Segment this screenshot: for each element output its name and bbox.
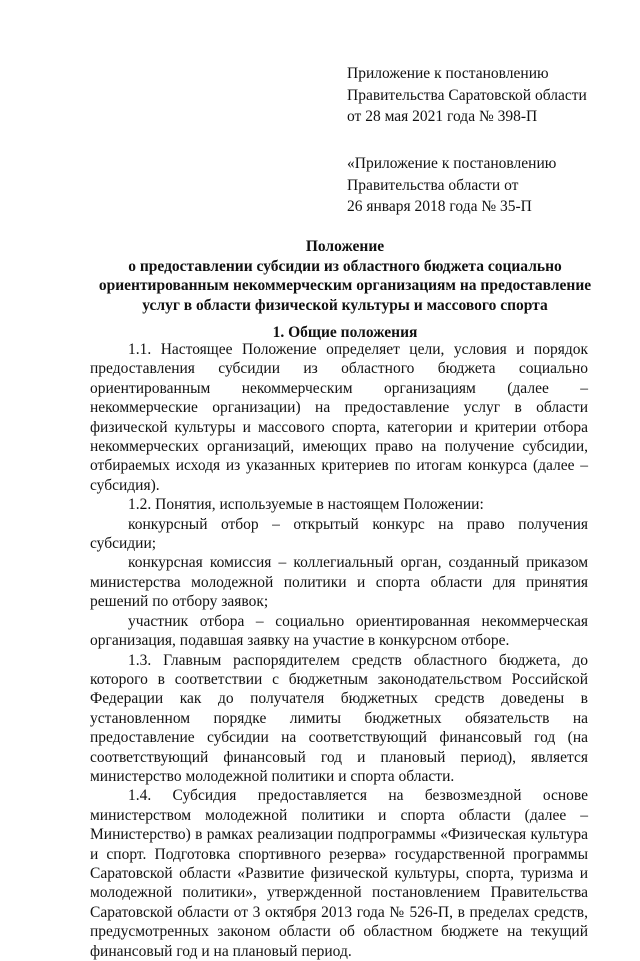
title-line-3: ориентированным некоммерческим организациям на предоставление	[98, 277, 592, 295]
approval-line-1: Приложение к постановлению	[347, 65, 549, 82]
section-heading: 1. Общие положения	[272, 324, 418, 341]
appendix-line-1: «Приложение к постановлению	[347, 155, 557, 172]
definition-competitive-selection: конкурсный отбор – открытый конкурс на право получения субсидии;	[90, 515, 588, 553]
approval-line-2: Правительства Саратовской области	[347, 86, 587, 104]
appendix-line-3: 26 января 2018 года № 35-П	[347, 198, 532, 215]
document-body	[90, 340, 588, 961]
title-line-1: Положение	[305, 238, 385, 255]
title-line-2: о предоставлении субсидии из областного бюджета социально	[128, 257, 562, 275]
paragraph-1-2: 1.2. Понятия, используемые в настоящем Положении:	[128, 496, 484, 514]
document-title	[90, 237, 600, 315]
appendix-line-2: Правительства области от	[347, 176, 519, 194]
paragraph-1-1: 1.1. Настоящее Положение определяет цели, условия и порядок предоставления субсидии из областного бюджета социально ориентированным некоммерческим организациям (далее – некоммерческие организации) на предоставление услуг в области физической культуры и массового спорта, категории и критерии отбора некоммерческих организаций, имеющих право на получение субсидии, отбираемых исходя из указанных критериев по итогам конкурса (далее – субсидия).	[90, 341, 588, 494]
definition-selection-participant: участник отбора – социально ориентированная некоммерческая организация, подавшая заявку на участие в конкурсном отборе.	[90, 612, 588, 650]
approval-line-3: от 28 мая 2021 года № 398-П	[347, 108, 538, 125]
definition-competition-commission: конкурсная комиссия – коллегиальный орган, созданный приказом министерства молодежной политики и спорта области для принятия решений по отбору заявок;	[90, 554, 588, 611]
appendix-reference	[347, 153, 627, 218]
paragraph-1-4: 1.4. Субсидия предоставляется на безвозмездной основе министерством молодежной политики и спорта области (далее – Министерство) в рамках реализации подпрограммы «Физическая культура и спорт. Подготовка спортивного резерва» государственной программы Саратовской области «Развитие физической культуры, спорта, туризма и молодежной политики», утвержденной постановлением Правительства Саратовской области от 3 октября 2013 года № 526-П, в пределах средств, предусмотренных законом области об областном бюджете на текущий финансовый год и на плановый период.	[90, 787, 588, 960]
title-line-4: услуг в области физической культуры и массового спорта	[142, 296, 548, 314]
approval-reference	[347, 63, 627, 128]
paragraph-1-3: 1.3. Главным распорядителем средств областного бюджета, до которого в соответствии с бюджетным законодательством Российской Федерации как до получателя бюджетных средств доведены в установленном порядке лимиты бюджетных обязательств на предоставление субсидии на соответствующий финансовый год (на соответствующий финансовый год и плановый период), является министерство молодежной политики и спорта области.	[90, 651, 588, 785]
